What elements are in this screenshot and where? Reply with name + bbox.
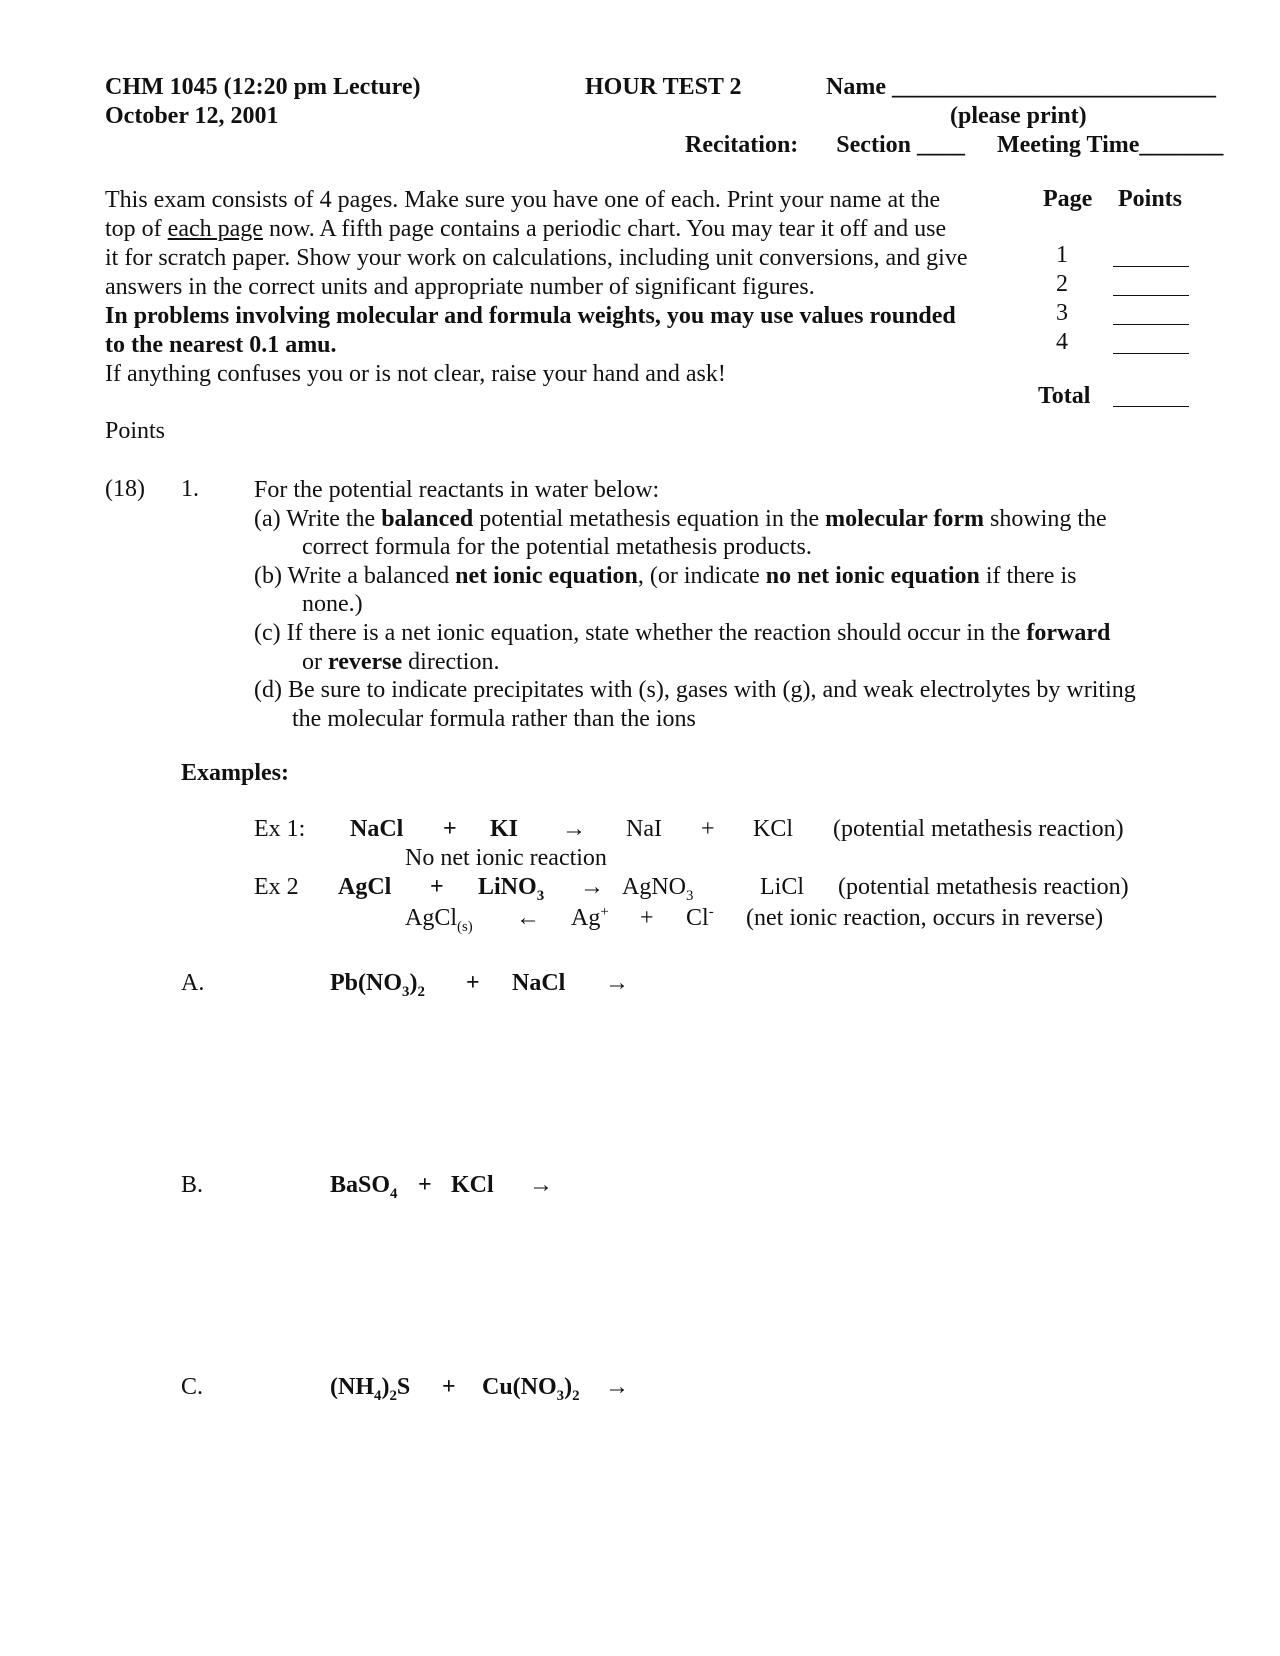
part-a-arrow: → [605,970,629,996]
example-2-net-ion-ag: Ag+ [571,904,609,931]
points-blank[interactable] [1113,266,1189,267]
points-table-page: 1 [1056,242,1068,268]
print-note: (please print) [950,103,1087,129]
example-1-net-ionic: No net ionic reaction [405,845,607,871]
example-1-note: (potential metathesis reaction) [833,816,1124,842]
question-part-c: (c) If there is a net ionic equation, state whether the reaction should occur in the forward [254,619,1111,646]
section-field[interactable]: Section ____ [836,132,965,158]
part-a-plus: + [466,970,480,996]
part-b-label: B. [181,1172,204,1198]
example-2-net-arrow: ← [516,905,540,931]
points-table-header-page: Page [1043,186,1093,212]
example-1-plus: + [701,816,715,842]
question-part-a: (a) Write the balanced potential metathesis equation in the molecular form showing the [254,505,1107,532]
example-2-product-2: LiCl [760,874,805,900]
instruction-bold-line: to the nearest 0.1 amu. [105,332,337,358]
points-table-header-points: Points [1118,186,1183,212]
part-c-answer-area[interactable] [330,1414,1190,1614]
instruction-bold-line: In problems involving molecular and formula weights, you may use values rounded [105,303,956,329]
part-b-reactant-2: KCl [451,1172,494,1198]
meeting-time-field[interactable]: Meeting Time_______ [996,132,1224,158]
points-blank[interactable] [1113,324,1189,325]
points-blank[interactable] [1113,295,1189,296]
example-2-reactant-2: LiNO$_3$ [478,874,545,904]
part-a-reactant-2: NaCl [512,970,566,996]
instruction-line: it for scratch paper. Show your work on calculations, including unit conversions, and give [105,245,968,271]
example-1-reactant-1: NaCl [350,816,404,842]
question-part-d-cont: the molecular formula rather than the ions [292,705,696,732]
points-total-label: Total [1038,383,1091,409]
example-2-label: Ex 2 [254,874,299,900]
example-1-product-1: NaI [626,816,662,842]
part-c-reactant-1: $(NH_4)_2S$ [330,1374,411,1404]
example-1-reactant-2: KI [490,816,519,842]
name-field[interactable]: Name ___________________________ [826,74,1216,100]
question-part-b: (b) Write a balanced net ionic equation, (or indicate no net ionic equation if there is [254,562,1077,589]
example-1-plus: + [443,816,457,842]
part-a-label: A. [181,970,205,996]
points-blank[interactable] [1113,353,1189,354]
question-points: (18) [105,476,145,502]
example-2-plus: + [430,874,444,900]
points-total-blank[interactable] [1113,406,1189,407]
example-2-net-plus: + [640,905,654,931]
part-c-label: C. [181,1374,204,1400]
instruction-line: top of each page now. A fifth page contains a periodic chart. You may tear it off and use [105,216,947,242]
part-a-answer-area[interactable] [330,1010,1190,1160]
question-part-a-cont: correct formula for the potential metathesis products. [302,534,812,561]
points-column-label: Points [105,418,166,444]
test-title: HOUR TEST 2 [585,74,742,100]
example-2-product-1: AgNO$_3$ [622,874,694,904]
example-2-net-ion-cl: Cl- [686,904,714,931]
question-part-c-cont: or reverse direction. [302,648,500,675]
part-b-reactant-1: BaSO$_4$ [330,1172,398,1202]
points-table-page: 4 [1056,329,1068,355]
instructions [105,186,995,389]
part-c-arrow: → [605,1374,629,1400]
question-part-b-cont: none.) [302,591,363,618]
example-1-arrow: → [562,816,586,842]
part-b-answer-area[interactable] [330,1212,1190,1362]
example-2-reactant-1: AgCl [338,874,392,900]
question-body [254,476,1174,733]
instruction-line: If anything confuses you or is not clear, raise your hand and ask! [105,361,726,387]
example-1-label: Ex 1: [254,816,306,842]
part-a-reactant-1: $Pb(NO_3)_2$ [330,970,425,1000]
course-title: CHM 1045 (12:20 pm Lecture) [105,74,421,100]
points-table-page: 2 [1056,271,1068,297]
example-2-net-note: (net ionic reaction, occurs in reverse) [746,905,1104,931]
instruction-line: This exam consists of 4 pages. Make sure you have one of each. Print your name at the [105,187,941,213]
recitation-line [685,132,1223,160]
part-b-arrow: → [529,1172,553,1198]
question-number: 1. [181,476,199,502]
question-intro: For the potential reactants in water below: [254,477,660,503]
part-c-plus: + [442,1374,456,1400]
part-b-plus: + [418,1172,432,1198]
points-table-page: 3 [1056,300,1068,326]
part-c-reactant-2: $Cu(NO_3)_2$ [482,1374,580,1404]
example-2-arrow: → [580,874,604,900]
recitation-label: Recitation: [685,132,799,158]
question-part-d: (d) Be sure to indicate precipitates with (s), gases with (g), and weak electrolytes by writing [254,677,1136,704]
examples-label: Examples: [181,760,289,786]
instruction-line: answers in the correct units and appropriate number of significant figures. [105,274,815,300]
example-2-note: (potential metathesis reaction) [838,874,1129,900]
example-2-net-product: AgCl$_{(s)}$ [405,905,473,935]
example-1-product-2: KCl [753,816,794,842]
each-page-underlined: each page [167,216,263,242]
exam-date: October 12, 2001 [105,103,279,129]
